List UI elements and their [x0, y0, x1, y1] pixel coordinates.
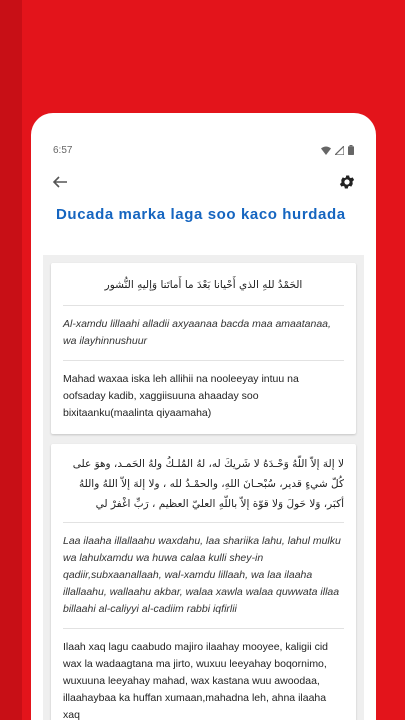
dua-arabic-text: الحَمْدُ للهِ الذي أَحْيانا بَعْدَ ما أَماتَنا وَإليهِ النُّشور	[104, 279, 303, 291]
gear-icon	[338, 173, 356, 191]
dua-meaning: Ilaah xaq lagu caabudo majiro ilaahay mooyee, kaligii cid wax la wadaagtana ma jirto, wuxuu leeyahay boqornimo, wuxuuna leeyahay mahad, wax kastana wuu awoodaa, illaahaybaa ka huffan xumaan,mahadna leh, ahna ilaaha xaq	[63, 641, 328, 720]
status-bar	[31, 143, 376, 161]
dua-transliteration: Laa ilaaha illallaahu waxdahu, laa shariika lahu, lahul mulku wa lahulxamdu wa huwa calaa kulli shey-in qadiir,subxaanallaah, wal-xamdu lillaah, wa laa ilaaha illallaahu, wallaahu akbar, walaa xawla walaa quwwata illaa billaahi al-caliyyi al-cadiim rabbi iqfirlii	[63, 535, 341, 615]
dua-card	[51, 444, 356, 720]
wifi-icon	[321, 146, 331, 155]
phone-screen	[31, 113, 376, 720]
page-title: Ducada marka laga soo kaco hurdada	[56, 206, 346, 223]
toolbar	[31, 169, 376, 197]
dua-meaning: Mahad waxaa iska leh allihii na nooleeyay intuu na oofsaday kadib, xaggiisuuna ahaaday soo bixitaanku(maalinta qiyaamaha)	[63, 373, 299, 419]
signal-icon	[335, 146, 344, 155]
settings-button[interactable]	[336, 171, 358, 193]
back-button[interactable]	[49, 171, 71, 193]
status-time: 6:57	[53, 145, 73, 156]
battery-icon	[348, 145, 354, 155]
dua-list[interactable]	[43, 255, 364, 720]
dua-card	[51, 263, 356, 434]
dua-arabic-text: لا إلهَ إلاّ اللّهُ وَحْـدَهُ لا شَريكَ له، لهُ المُلـكُ ولهُ الحَمـد، وهوَ على كُلّ شيءٍ قدير، سُبْحـانَ اللهِ، والحمْـدُ لله ، ولا إلهَ إلاّ اللهُ واللهُ أكبَر، وَلا حَولَ وَلا قوّة إلاّ باللّهِ العليّ العظيم ، رَبِّ اغْفرْ لي	[72, 458, 344, 510]
status-icons	[321, 145, 354, 155]
dua-transliteration: Al-xamdu lillaahi alladii axyaanaa bacda maa amaatanaa, wa ilayhinnushuur	[63, 318, 331, 347]
arrow-left-icon	[52, 174, 68, 190]
background-stripe	[0, 0, 22, 720]
